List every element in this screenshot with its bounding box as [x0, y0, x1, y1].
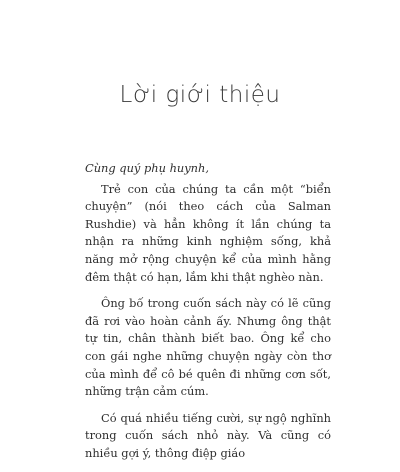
- paragraph-2: Ông bố trong cuốn sách này có lẽ cũng đã rơi vào hoàn cảnh ấy. Nhưng ông thật tự tin, chân thành biết bao. Ông kể cho con gái nghe những chuyện ngày còn thơ của mình để cô bé quên đi những cơn sốt, những trận cảm cúm.: [85, 296, 331, 399]
- salutation: Cùng quý phụ huynh,: [85, 161, 209, 175]
- chapter-title: Lời giới thiệu: [119, 82, 281, 108]
- paragraph-1: Trẻ con của chúng ta cần một “biển chuyện” (nói theo cách của Salman Rushdie) và hẳn không ít lần chúng ta nhận ra những kinh nghiệm sống, khả năng mở rộng chuyện kể của mình hằng đêm thật có hạn, lắm khi thật nghèo nàn.: [85, 181, 331, 284]
- paragraph-3: Có quá nhiều tiếng cười, sự ngộ nghĩnh trong cuốn sách nhỏ này. Và cũng có nhiều gợi ý, thông điệp giáo: [85, 410, 331, 460]
- letter-body: [85, 160, 331, 472]
